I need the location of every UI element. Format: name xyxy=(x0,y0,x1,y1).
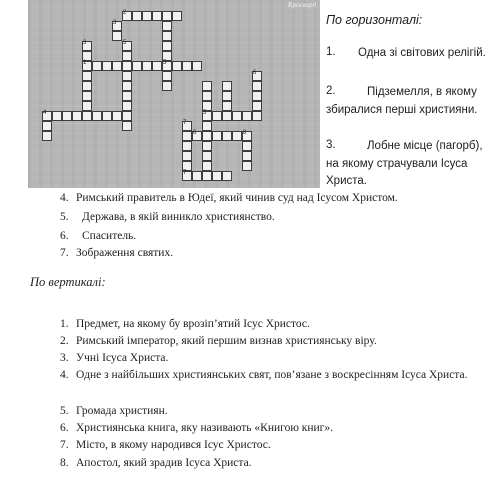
horizontal-clue-3 xyxy=(326,138,486,191)
clue-number: 3. xyxy=(326,139,336,151)
clue-number: 4. xyxy=(60,192,69,204)
crossword-cell[interactable] xyxy=(162,71,172,81)
crossword-cell[interactable] xyxy=(192,171,202,181)
crossword-clue-number: 7 xyxy=(183,120,187,126)
crossword-cell[interactable] xyxy=(142,61,152,71)
crossword-cell[interactable] xyxy=(172,61,182,71)
crossword-cell[interactable] xyxy=(242,141,252,151)
crossword-clue-number: 5 xyxy=(123,40,127,46)
crossword-cell[interactable] xyxy=(202,151,212,161)
crossword-cell[interactable] xyxy=(82,71,92,81)
crossword-cell[interactable] xyxy=(222,131,232,141)
vertical-clue-5 xyxy=(60,404,490,419)
clue-number: 5. xyxy=(60,405,69,417)
crossword-clue-number: 2 xyxy=(123,10,127,16)
crossword-cell[interactable] xyxy=(252,111,262,121)
crossword-cell[interactable] xyxy=(102,111,112,121)
crossword-cell[interactable] xyxy=(72,111,82,121)
crossword-cell[interactable] xyxy=(82,91,92,101)
crossword-clue-number: 6 xyxy=(253,70,257,76)
crossword-cell[interactable] xyxy=(112,111,122,121)
clue-number: 7. xyxy=(60,247,69,259)
crossword-cell[interactable] xyxy=(62,111,72,121)
crossword-cell[interactable] xyxy=(252,91,262,101)
vertical-clue-1 xyxy=(60,317,490,332)
horizontal-clue-7 xyxy=(60,246,490,261)
crossword-clue-number: 8 xyxy=(243,130,247,136)
vertical-clue-4 xyxy=(60,368,490,383)
crossword-cell[interactable] xyxy=(92,111,102,121)
crossword-cell[interactable] xyxy=(222,171,232,181)
crossword-clue-number: 5 xyxy=(203,110,207,116)
horizontal-heading: По горизонталі: xyxy=(326,13,423,27)
crossword-cell[interactable] xyxy=(202,161,212,171)
clue-text: Місто, в якому народився Ісус Христос. xyxy=(76,439,271,451)
crossword-cell[interactable] xyxy=(212,111,222,121)
vertical-clue-7 xyxy=(60,438,490,453)
crossword-cell[interactable] xyxy=(222,111,232,121)
crossword-clue-number: 6 xyxy=(193,130,197,136)
crossword-grid xyxy=(28,0,320,188)
crossword-cell[interactable] xyxy=(182,151,192,161)
crossword-clue-number: 3 xyxy=(83,40,87,46)
crossword-cell[interactable] xyxy=(202,91,212,101)
crossword-cell[interactable] xyxy=(202,131,212,141)
crossword-cell[interactable] xyxy=(162,11,172,21)
crossword-cell[interactable] xyxy=(202,171,212,181)
clue-number: 2. xyxy=(60,335,69,347)
crossword-cell[interactable] xyxy=(242,161,252,171)
crossword-cell[interactable] xyxy=(92,61,102,71)
clue-text: Предмет, на якому бу врозіп’ятий Ісус Христос. xyxy=(76,318,310,330)
vertical-clue-8 xyxy=(60,456,490,471)
crossword-cell[interactable] xyxy=(162,41,172,51)
crossword-cell[interactable] xyxy=(212,131,222,141)
crossword-clue-number: 1 xyxy=(83,60,87,66)
crossword-cell[interactable] xyxy=(112,31,122,41)
crossword-clue-number: 4 xyxy=(43,110,47,116)
clue-number: 1. xyxy=(60,318,69,330)
clue-text: Апостол, який зрадив Ісуса Христа. xyxy=(76,457,252,469)
crossword-cell[interactable] xyxy=(242,151,252,161)
clue-number: 5. xyxy=(60,211,69,223)
clue-text: Підземелля, в якому збиралися перші християни. xyxy=(326,86,478,116)
crossword-cell[interactable] xyxy=(152,61,162,71)
crossword-cell[interactable] xyxy=(162,81,172,91)
crossword-cell[interactable] xyxy=(82,81,92,91)
crossword-cell[interactable] xyxy=(252,101,262,111)
crossword-cell[interactable] xyxy=(142,11,152,21)
crossword-cell[interactable] xyxy=(152,11,162,21)
crossword-corner-label: Кросворд xyxy=(287,1,316,9)
clue-text: Зображення святих. xyxy=(76,247,174,259)
crossword-cell[interactable] xyxy=(162,21,172,31)
vertical-clue-6 xyxy=(60,421,490,436)
crossword-clue-number: 7 xyxy=(183,170,187,176)
clue-number: 6. xyxy=(60,422,69,434)
crossword-cell[interactable] xyxy=(52,111,62,121)
crossword-cell[interactable] xyxy=(182,131,192,141)
crossword-cell[interactable] xyxy=(122,71,132,81)
crossword-clue-number: 5 xyxy=(163,60,167,66)
clue-text: Лобне місце (пагорб), на якому страчували Ісуса Христа. xyxy=(326,140,483,187)
crossword-cell[interactable] xyxy=(42,121,52,131)
crossword-cell[interactable] xyxy=(122,61,132,71)
clue-text: Християнська книга, яку називають «Книгою книг». xyxy=(76,422,334,434)
crossword-cell[interactable] xyxy=(122,101,132,111)
clue-text: Громада християн. xyxy=(76,405,168,417)
crossword-cell[interactable] xyxy=(202,121,212,131)
crossword-cell[interactable] xyxy=(42,131,52,141)
crossword-cell[interactable] xyxy=(162,31,172,41)
clue-text: Держава, в якій виникло християнство. xyxy=(82,211,275,223)
clue-text: Одна зі світових релігій. xyxy=(358,47,486,59)
clue-number: 7. xyxy=(60,439,69,451)
crossword-cell[interactable] xyxy=(192,61,202,71)
crossword-cell[interactable] xyxy=(122,91,132,101)
crossword-cell[interactable] xyxy=(82,101,92,111)
crossword-cell[interactable] xyxy=(202,141,212,151)
crossword-cell[interactable] xyxy=(102,61,112,71)
clue-number: 4. xyxy=(60,369,69,381)
crossword-cell[interactable] xyxy=(182,61,192,71)
horizontal-clue-2 xyxy=(326,84,490,119)
clue-text: Римський правитель в Юдеї, який чинив суд над Ісусом Христом. xyxy=(76,192,398,204)
clue-number: 8. xyxy=(60,457,69,469)
vertical-heading: По вертикалі: xyxy=(30,275,106,289)
crossword-cell[interactable] xyxy=(132,11,142,21)
crossword-cell[interactable] xyxy=(122,111,132,121)
clue-text: Спаситель. xyxy=(82,230,137,242)
crossword-cell[interactable] xyxy=(182,141,192,151)
clue-text: Одне з найбільших християнських свят, пов’язане з воскресінням Ісуса Христа. xyxy=(76,369,468,381)
clue-number: 6. xyxy=(60,230,69,242)
clue-number: 2. xyxy=(326,85,336,97)
crossword-cell[interactable] xyxy=(242,111,252,121)
crossword-cell[interactable] xyxy=(82,111,92,121)
crossword-cell[interactable] xyxy=(112,61,122,71)
vertical-clue-3 xyxy=(60,351,490,366)
crossword-cell[interactable] xyxy=(222,91,232,101)
horizontal-clue-1 xyxy=(326,45,494,63)
crossword-cell[interactable] xyxy=(232,111,242,121)
vertical-clue-2 xyxy=(60,334,490,349)
clue-text: Учні Ісуса Христа. xyxy=(76,352,169,364)
crossword-clue-number: 3 xyxy=(113,20,117,26)
clue-text: Римський імператор, який першим визнав християнську віру. xyxy=(76,335,377,347)
horizontal-clue-4 xyxy=(60,191,490,206)
crossword-cell[interactable] xyxy=(212,171,222,181)
clue-number: 1. xyxy=(326,46,336,58)
crossword-cell[interactable] xyxy=(232,131,242,141)
horizontal-clue-6 xyxy=(60,229,490,244)
horizontal-clue-5 xyxy=(60,210,490,225)
crossword-cell[interactable] xyxy=(252,81,262,91)
crossword-cell[interactable] xyxy=(222,81,232,91)
crossword-cell[interactable] xyxy=(222,101,232,111)
crossword-cell[interactable] xyxy=(122,51,132,61)
crossword-cell[interactable] xyxy=(122,81,132,91)
crossword-cell[interactable] xyxy=(172,11,182,21)
clue-number: 3. xyxy=(60,352,69,364)
crossword-cell[interactable] xyxy=(202,81,212,91)
crossword-cell[interactable] xyxy=(132,61,142,71)
crossword-cell[interactable] xyxy=(122,121,132,131)
